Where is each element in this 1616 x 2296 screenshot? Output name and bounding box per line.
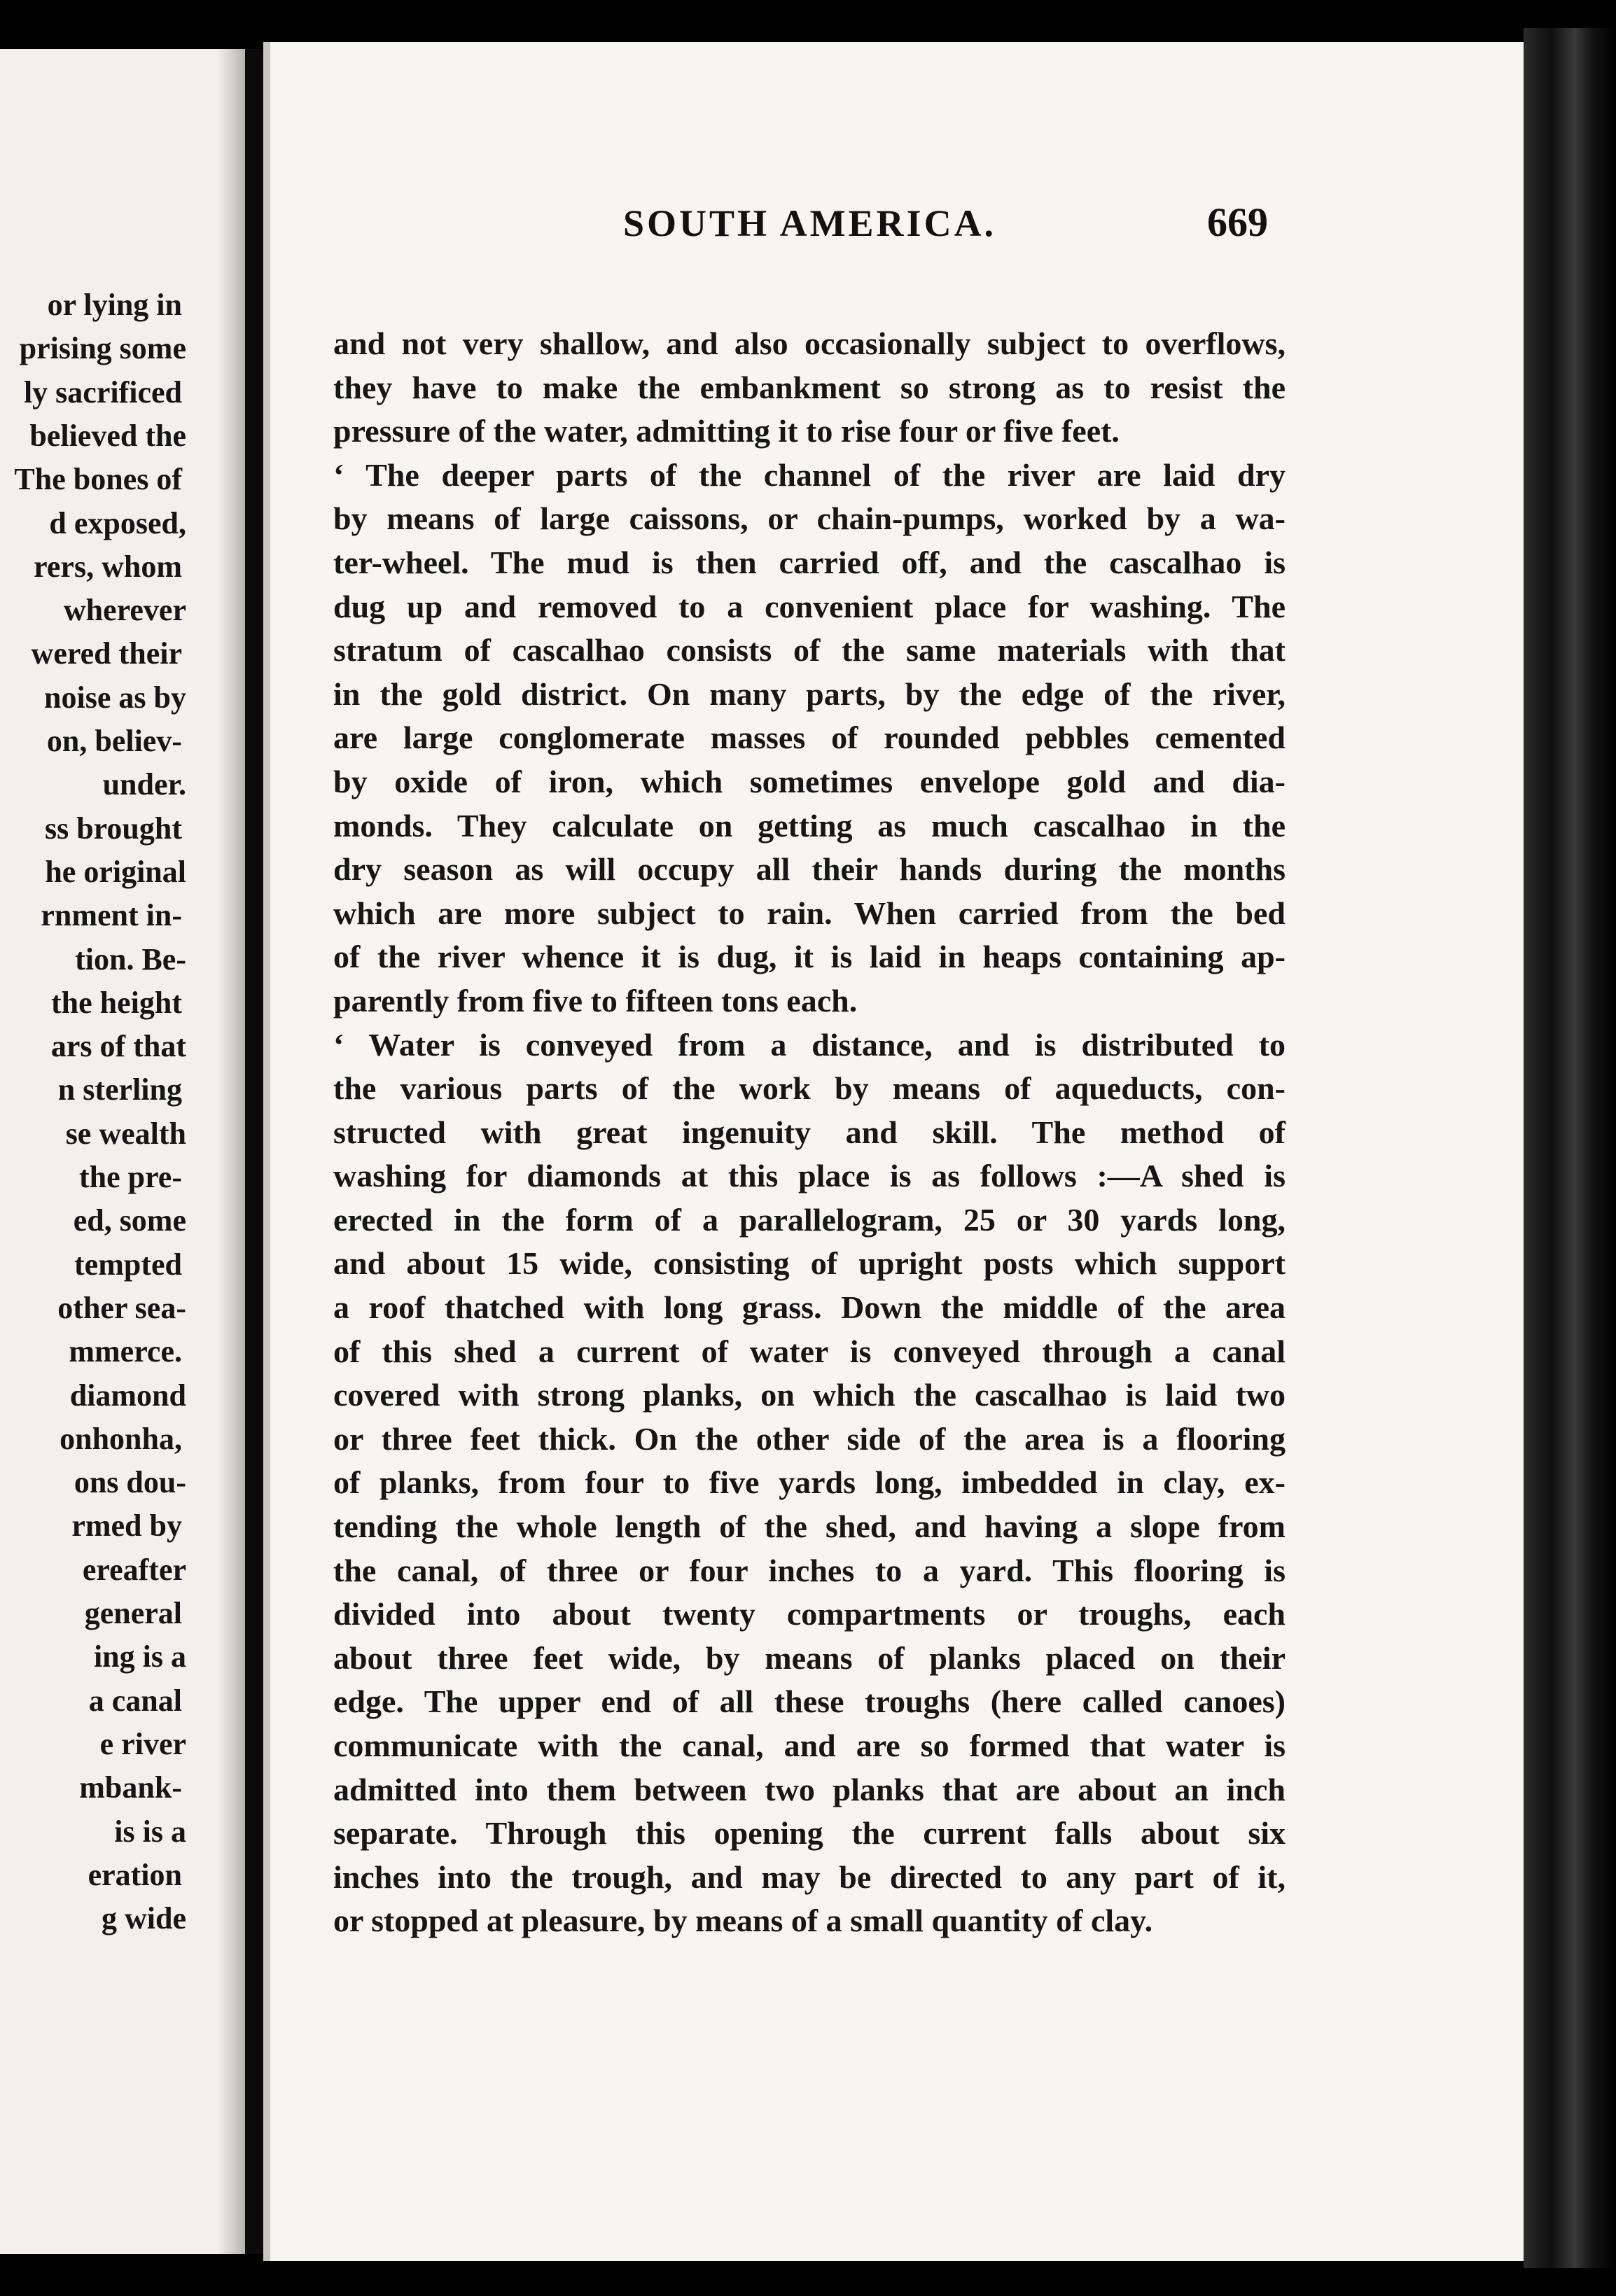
left-page-line: tion. Be- (75, 941, 186, 976)
left-page-line: a canal (88, 1683, 182, 1718)
left-page-line: ss brought (44, 811, 182, 846)
text-line: admitted into them between two planks that are about an inch (333, 1771, 1286, 1807)
left-page-line: ed, some (73, 1203, 186, 1238)
text-line: the various parts of the work by means of aqueducts, con- (333, 1070, 1286, 1107)
text-line: by means of large caissons, or chain-pumps, worked by a wa- (333, 500, 1286, 537)
page-edge (263, 42, 270, 2261)
left-page-line: prising some (19, 331, 186, 366)
text-line: or stopped at pleasure, by means of a small quantity of clay. (333, 1903, 1153, 1939)
left-page-line: on, believ- (46, 724, 182, 758)
text-line: edge. The upper end of all these troughs (here called canoes) (333, 1684, 1286, 1720)
left-page-line: rmed by (71, 1508, 182, 1544)
left-page-line: se wealth (65, 1116, 186, 1151)
text-line: by oxide of iron, which sometimes envelope gold and dia- (333, 763, 1286, 799)
left-page-line: the height (51, 985, 182, 1020)
gutter-shadow (217, 49, 245, 2254)
text-line: the canal, of three or four inches to a yard. This flooring is (333, 1552, 1286, 1588)
text-line: ter-wheel. The mud is then carried off, and the cascalhao is (333, 544, 1286, 580)
text-line: a roof thatched with long grass. Down the middle of the area (333, 1289, 1286, 1326)
text-line: stratum of cascalhao consists of the same materials with that (333, 632, 1286, 668)
text-line: of planks, from four to five yards long, imbedded in clay, ex- (333, 1464, 1286, 1501)
text-line: or three feet thick. On the other side of the area is a flooring (333, 1420, 1286, 1457)
left-page-line: onhonha, (60, 1421, 182, 1456)
text-line: separate. Through this opening the current falls about six (333, 1815, 1286, 1851)
text-line: in the gold district. On many parts, by the edge of the river, (333, 676, 1286, 712)
text-line: ‘ Water is conveyed from a distance, and is distributed to (333, 1026, 1286, 1063)
page-header (263, 202, 1524, 258)
body-text (333, 322, 1286, 1943)
text-line: washing for diamonds at this place is as follows :—A shed is (333, 1158, 1286, 1194)
page-number: 669 (1207, 200, 1268, 245)
left-page-line: he original (45, 854, 186, 889)
text-line: pressure of the water, admitting it to rise four or five feet. (333, 413, 1120, 449)
left-page-line: diamond (69, 1378, 186, 1413)
left-page-line: wherever (63, 593, 186, 628)
text-line: parently from five to fifteen tons each. (333, 982, 858, 1018)
left-page-line: ars of that (50, 1029, 186, 1064)
book-binding (1524, 28, 1616, 2268)
previous-page (0, 49, 245, 2254)
text-line: dry season as will occupy all their hands during the months (333, 851, 1286, 888)
left-page-line: rnment in- (41, 898, 182, 933)
text-line: communicate with the canal, and are so formed that water is (333, 1728, 1286, 1763)
left-page-line: mmerce. (69, 1334, 182, 1369)
text-line: about three feet wide, by means of planks placed on their (333, 1639, 1286, 1676)
left-page-line: n sterling (57, 1072, 182, 1107)
left-page-line: under. (102, 767, 186, 802)
left-page-line: eration (88, 1857, 182, 1892)
text-line: structed with great ingenuity and skill. The method of (333, 1114, 1286, 1150)
left-page-line: ly sacrificed (23, 374, 182, 410)
text-line: inches into the trough, and may be directed to any part of it, (333, 1858, 1286, 1895)
text-line: of this shed a current of water is conveyed through a canal (333, 1333, 1286, 1369)
running-head: SOUTH AMERICA. (623, 202, 997, 244)
left-page-line: ereafter (82, 1552, 186, 1587)
left-page-line: noise as by (44, 680, 186, 715)
left-page-line: ons dou- (74, 1465, 186, 1500)
text-line: tending the whole length of the shed, and having a slope from (333, 1508, 1286, 1545)
left-page-line: tempted (74, 1247, 182, 1282)
text-line: dug up and removed to a convenient place for washing. The (333, 588, 1286, 624)
left-page-line: wered their (31, 636, 182, 671)
text-line: of the river whence it is dug, it is laid in heaps containing ap- (333, 939, 1286, 975)
left-page-line: or lying in (47, 288, 182, 322)
text-line: and about 15 wide, consisting of upright posts which support (333, 1245, 1286, 1282)
left-page-line: the pre- (78, 1160, 182, 1194)
left-page-line: rers, whom (34, 549, 182, 584)
page-gutter (245, 49, 263, 2254)
text-line: covered with strong planks, on which the cascalhao is laid two (333, 1377, 1286, 1413)
left-page-line: ing is a (93, 1639, 186, 1674)
left-page-line: g wide (102, 1901, 186, 1936)
left-page-line: is is a (114, 1814, 186, 1849)
left-page-line: e river (99, 1726, 186, 1761)
text-line: which are more subject to rain. When carried from the bed (333, 895, 1286, 931)
left-page-line: d exposed, (49, 505, 186, 540)
text-line: erected in the form of a parallelogram, 25 or 30 yards long, (333, 1201, 1286, 1238)
left-page-line: general (84, 1596, 182, 1630)
text-line: and not very shallow, and also occasionally subject to overflows, (333, 326, 1286, 361)
left-page-line: The bones of (14, 462, 182, 497)
text-line: monds. They calculate on getting as much cascalhao in the (333, 807, 1286, 844)
main-page (263, 42, 1524, 2261)
text-line: are large conglomerate masses of rounded pebbles cemented (333, 720, 1286, 756)
text-line: ‘ The deeper parts of the channel of the river are laid dry (333, 456, 1286, 493)
text-line: they have to make the embankment so strong as to resist the (333, 369, 1286, 405)
text-line: divided into about twenty compartments or troughs, each (333, 1596, 1286, 1632)
left-page-line: mbank- (79, 1770, 182, 1805)
left-page-line: believed the (29, 418, 186, 453)
left-page-line: other sea- (57, 1290, 186, 1325)
